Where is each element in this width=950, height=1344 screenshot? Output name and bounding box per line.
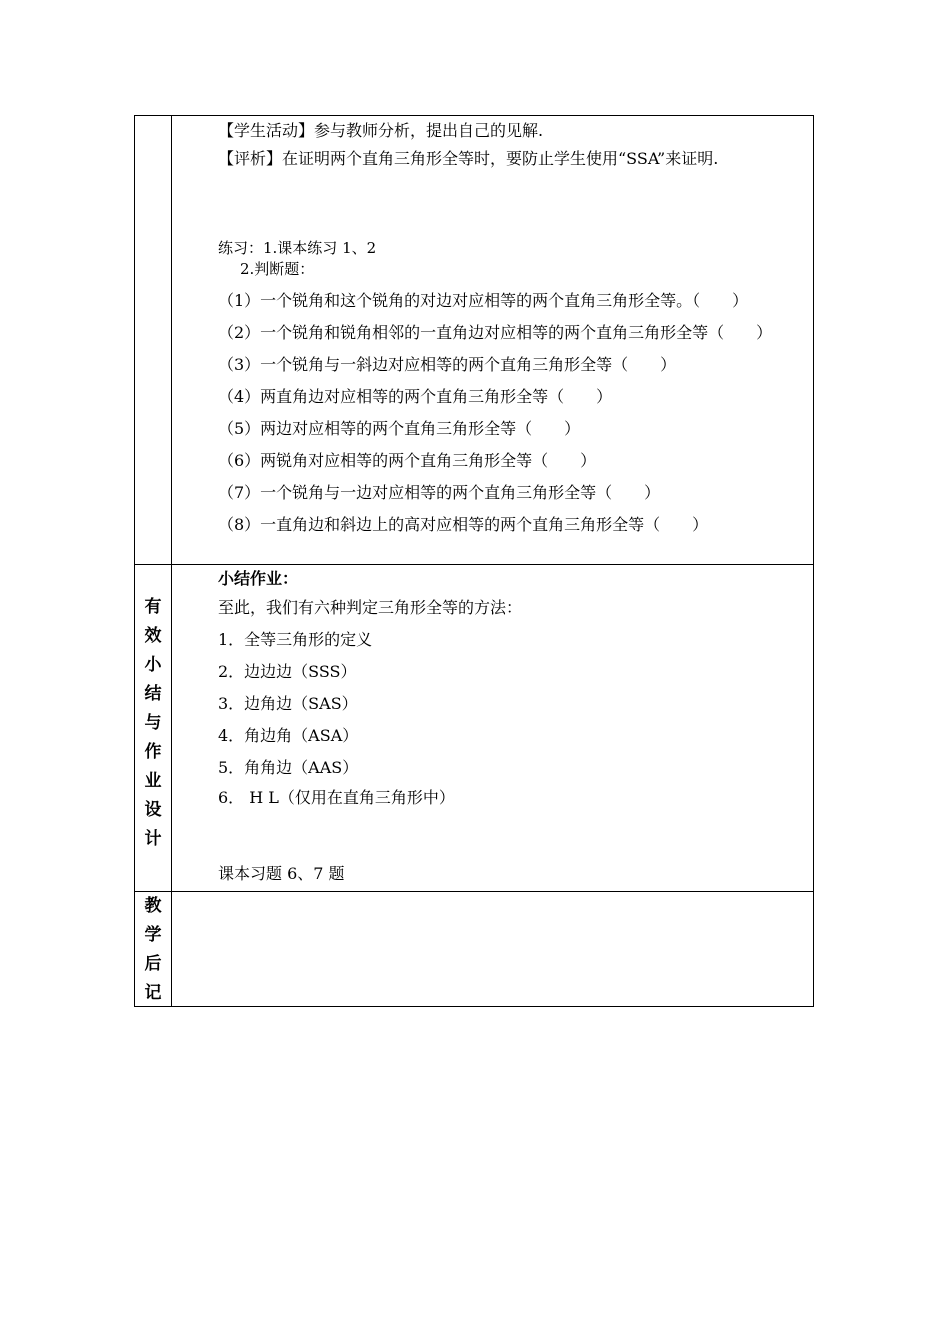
label-char: 计: [144, 829, 162, 849]
judge-item: （1）一个锐角和这个锐角的对边对应相等的两个直角三角形全等。（ ）: [218, 291, 749, 310]
method-item: 3．边角边（SAS）: [218, 694, 358, 713]
label-char: 后: [144, 954, 162, 974]
activity-row-content: [172, 116, 813, 564]
label-char: 记: [144, 983, 162, 1003]
method-item: 6． H L（仅用在直角三角形中）: [218, 788, 455, 807]
label-char: 业: [144, 771, 162, 791]
method-item: 2．边边边（SSS）: [218, 662, 357, 681]
label-char: 作: [144, 742, 162, 762]
reflection-row-content: [172, 892, 813, 1006]
judge-item: （3）一个锐角与一斜边对应相等的两个直角三角形全等（ ）: [218, 355, 677, 374]
activity-row-label: [135, 116, 172, 564]
label-char: 学: [144, 925, 162, 945]
method-item: 5．角角边（AAS）: [218, 758, 359, 777]
judge-item: （8）一直角边和斜边上的高对应相等的两个直角三角形全等（ ）: [218, 515, 709, 534]
judge-item: （6）两锐角对应相等的两个直角三角形全等（ ）: [218, 451, 597, 470]
summary-row: [135, 564, 813, 891]
reflection-row-label: [135, 892, 172, 1006]
label-char: 小: [144, 655, 162, 675]
homework-text: 课本习题 6、7 题: [218, 864, 345, 883]
lesson-table: [134, 115, 814, 1007]
judge-item: （2）一个锐角和锐角相邻的一直角边对应相等的两个直角三角形全等（ ）: [218, 323, 773, 342]
label-char: 有: [144, 597, 162, 617]
summary-row-content: [172, 565, 813, 891]
label-char: 与: [144, 713, 162, 733]
summary-heading: 小结作业：: [218, 569, 299, 588]
label-char: 教: [144, 896, 162, 916]
judge-title: 2.判断题：: [240, 260, 315, 278]
label-char: 设: [144, 800, 162, 820]
method-item: 4．角边角（ASA）: [218, 726, 359, 745]
label-char: 效: [144, 626, 162, 646]
label-char: 结: [144, 684, 162, 704]
judge-item: （7）一个锐角与一边对应相等的两个直角三角形全等（ ）: [218, 483, 661, 502]
activity-row: [135, 116, 813, 564]
summary-intro: 至此，我们有六种判定三角形全等的方法：: [218, 598, 523, 617]
analysis-text: 【评析】在证明两个直角三角形全等时，要防止学生使用“SSA”来证明.: [218, 149, 719, 168]
student-activity-text: 【学生活动】参与教师分析，提出自己的见解.: [218, 121, 544, 140]
reflection-row: [135, 891, 813, 1006]
judge-item: （5）两边对应相等的两个直角三角形全等（ ）: [218, 419, 581, 438]
practice-title: 练习：1.课本练习 1、2: [218, 239, 377, 257]
judge-item: （4）两直角边对应相等的两个直角三角形全等（ ）: [218, 387, 613, 406]
summary-row-label: [135, 565, 172, 891]
method-item: 1．全等三角形的定义: [218, 630, 373, 649]
